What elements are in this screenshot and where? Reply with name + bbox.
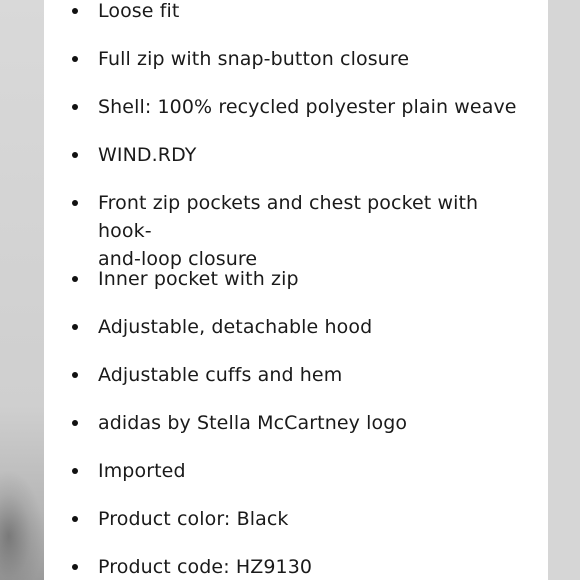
feature-text: WIND.RDY xyxy=(98,144,197,166)
feature-text: Inner pocket with zip xyxy=(98,268,299,290)
product-details-panel xyxy=(44,0,548,580)
feature-text: Product color: Black xyxy=(98,508,289,530)
background-right xyxy=(548,0,580,580)
bullet-icon xyxy=(72,200,78,206)
bullet-icon xyxy=(72,516,78,522)
bullet-icon xyxy=(72,420,78,426)
bullet-icon xyxy=(72,104,78,110)
feature-text: Product code: HZ9130 xyxy=(98,556,313,578)
feature-text: Shell: 100% recycled polyester plain weave xyxy=(98,96,517,118)
feature-text: Imported xyxy=(98,460,186,482)
feature-text: Full zip with snap-button closure xyxy=(98,48,410,70)
bullet-icon xyxy=(72,152,78,158)
bullet-icon xyxy=(72,324,78,330)
feature-text: Loose fit xyxy=(98,0,180,22)
feature-text: Front zip pockets and chest pocket with hook- and-loop closure xyxy=(98,192,479,270)
feature-text: adidas by Stella McCartney logo xyxy=(98,412,408,434)
bullet-icon xyxy=(72,276,78,282)
background-left xyxy=(0,0,44,580)
feature-text: Adjustable cuffs and hem xyxy=(98,364,343,386)
bullet-icon xyxy=(72,372,78,378)
bullet-icon xyxy=(72,56,78,62)
bullet-icon xyxy=(72,8,78,14)
feature-text: Adjustable, detachable hood xyxy=(98,316,373,338)
bullet-icon xyxy=(72,564,78,570)
bullet-icon xyxy=(72,468,78,474)
